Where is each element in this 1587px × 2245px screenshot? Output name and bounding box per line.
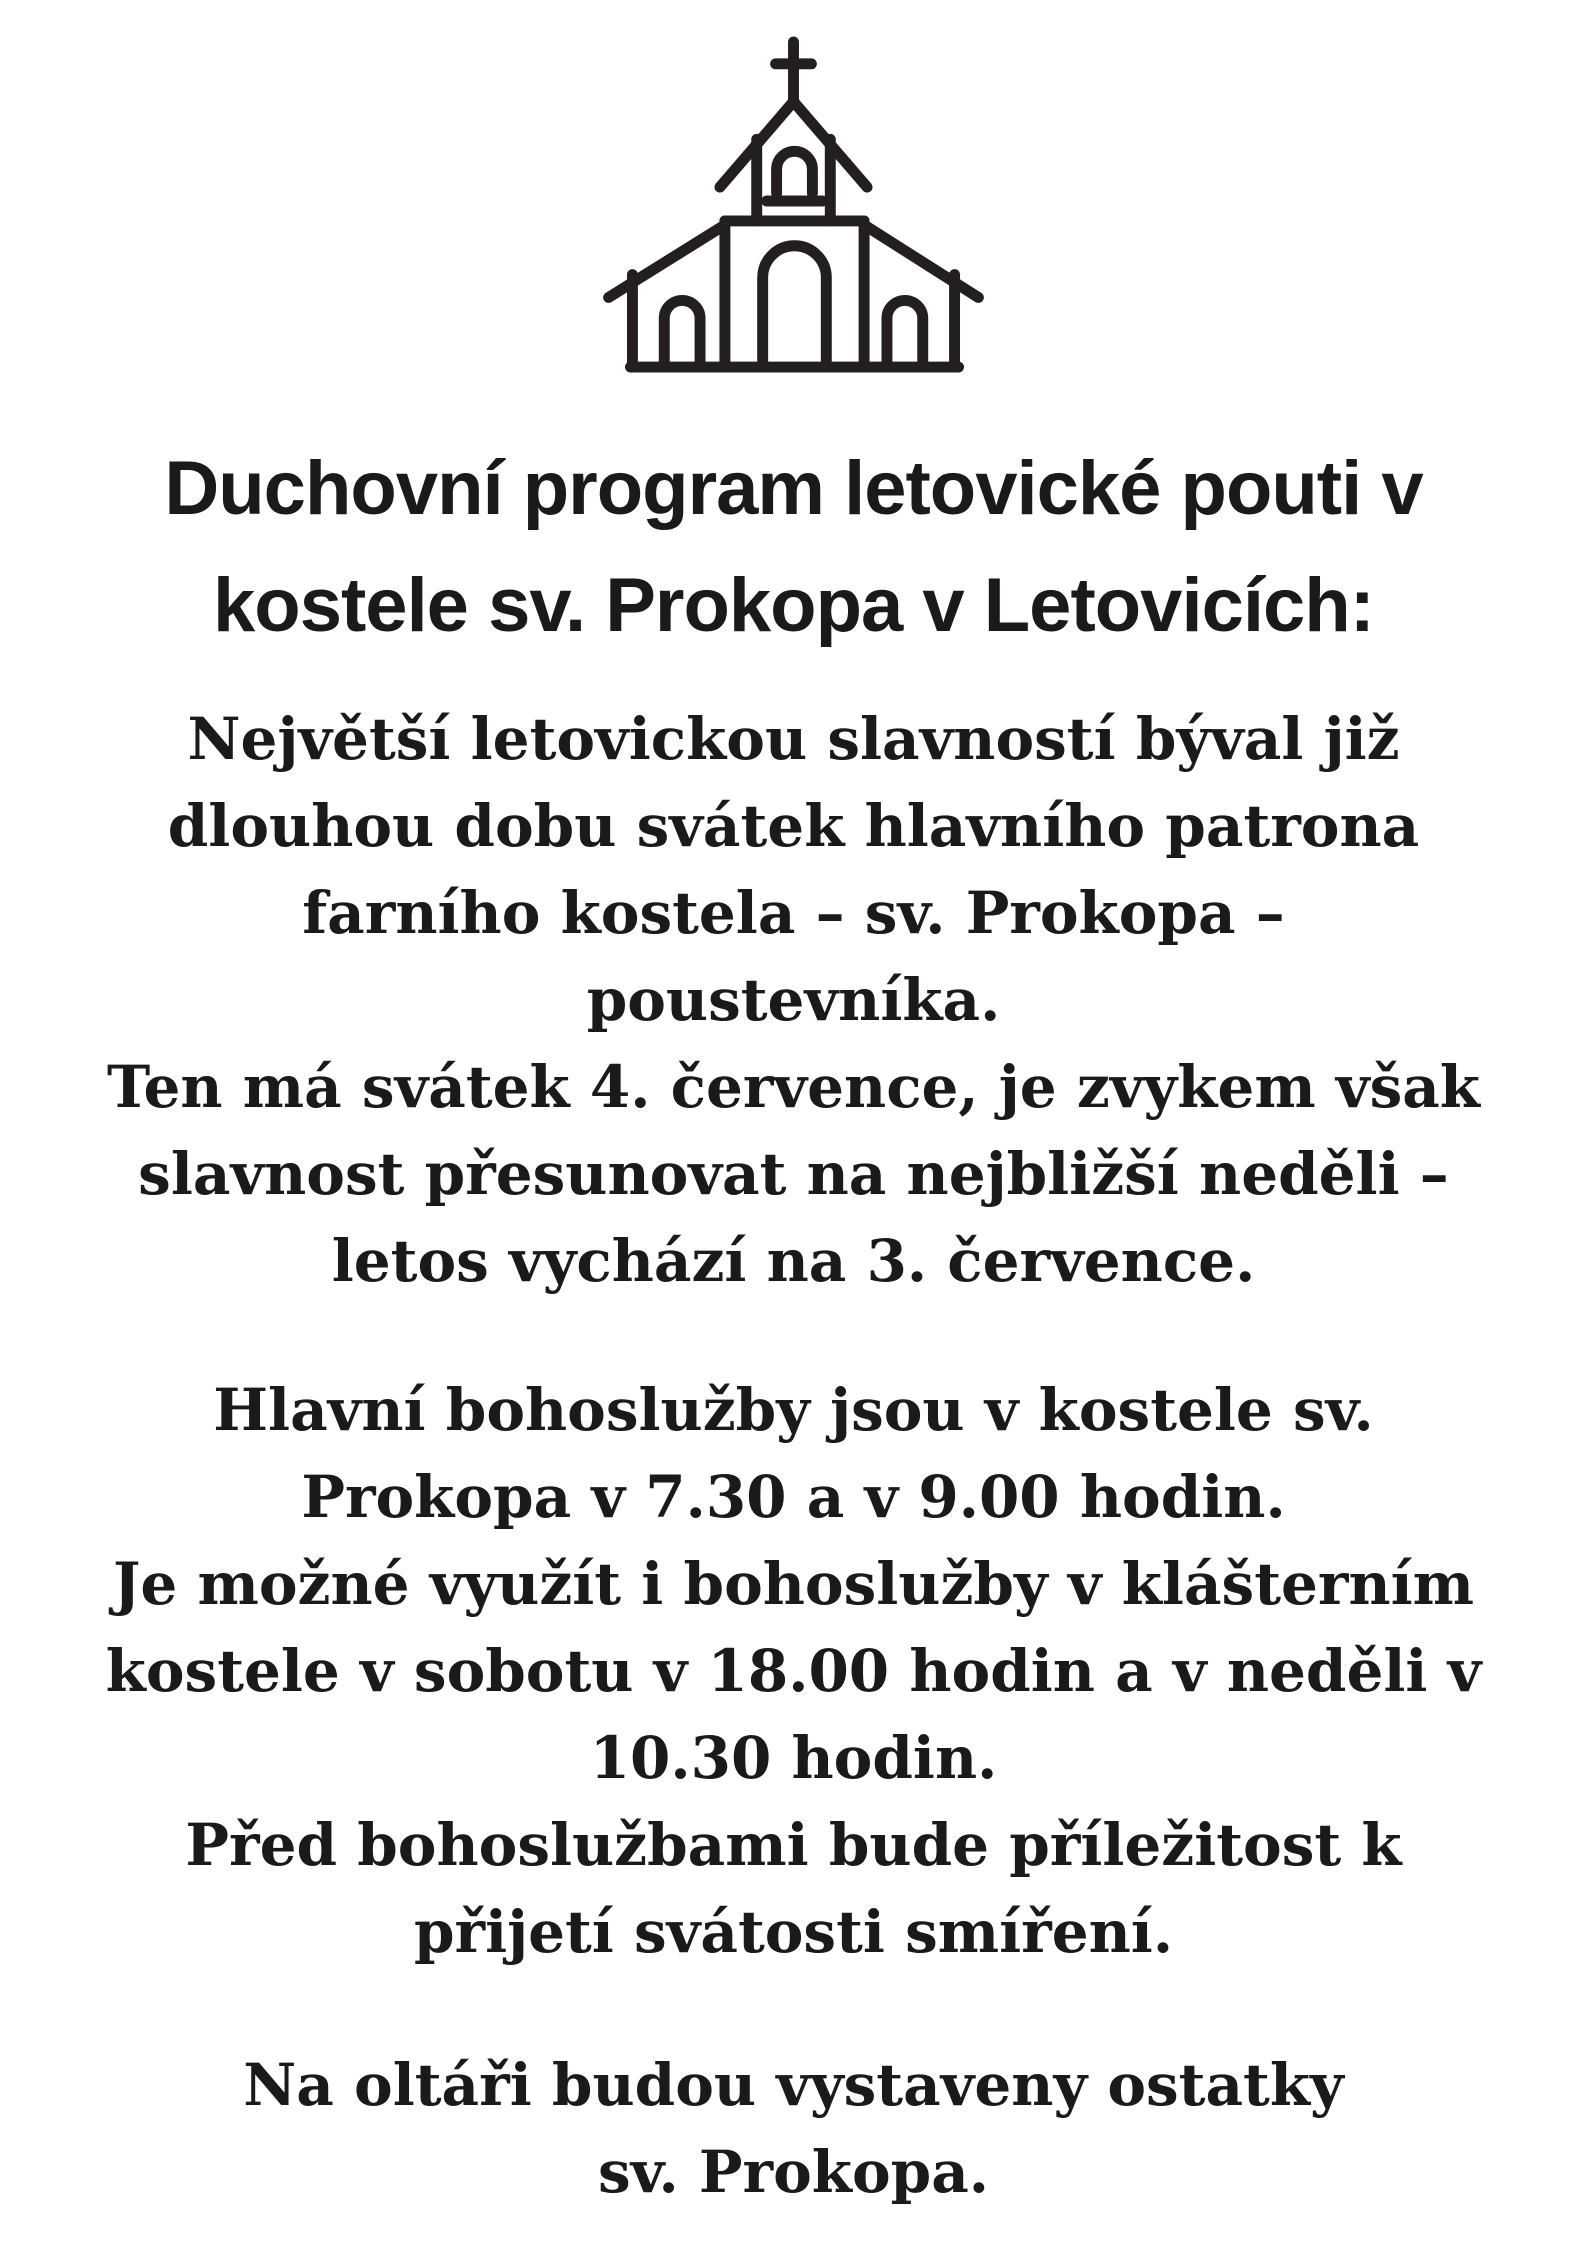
text-line: Hlavní bohoslužby jsou v kostele sv.: [213, 1376, 1374, 1444]
text-line: poustevníka.: [586, 966, 1001, 1034]
paragraph-services-schedule: [0, 1367, 1587, 1976]
text-line: dlouhou dobu svátek hlavního patrona: [167, 792, 1420, 860]
text-line: Je možné využít i bohoslužby v klášterním: [112, 1550, 1475, 1618]
text-line: 10.30 hodin.: [589, 1724, 998, 1792]
text-line: Ten má svátek 4. července, je zvykem však: [107, 1053, 1480, 1121]
paragraph-feast-history: [0, 696, 1587, 1305]
text-line: Na oltáři budou vystaveny ostatky: [243, 2051, 1344, 2119]
text-line: Prokopa v 7.30 a v 9.00 hodin.: [301, 1463, 1286, 1531]
paragraph-relics: [0, 2042, 1587, 2216]
page-title: [0, 430, 1587, 664]
church-icon: [601, 36, 986, 374]
text-line: slavnost přesunovat na nejbližší neděli –: [138, 1140, 1449, 1208]
text-line: Před bohoslužbami bude příležitost k: [185, 1811, 1402, 1879]
text-line: sv. Prokopa.: [598, 2138, 989, 2206]
title-line: kostele sv. Prokopa v Letovicích:: [213, 563, 1374, 648]
text-line: kostele v sobotu v 18.00 hodin a v neděli v: [105, 1637, 1482, 1705]
church-icon-svg: [601, 36, 986, 374]
text-line: letos vychází na 3. července.: [331, 1227, 1256, 1295]
body-text: [0, 696, 1587, 2216]
title-line: Duchovní program letovické pouti v: [164, 446, 1423, 531]
text-line: Největší letovickou slavností býval již: [187, 705, 1400, 773]
text-line: farního kostela – sv. Prokopa –: [302, 879, 1285, 947]
text-line: přijetí svátosti smíření.: [413, 1898, 1174, 1966]
